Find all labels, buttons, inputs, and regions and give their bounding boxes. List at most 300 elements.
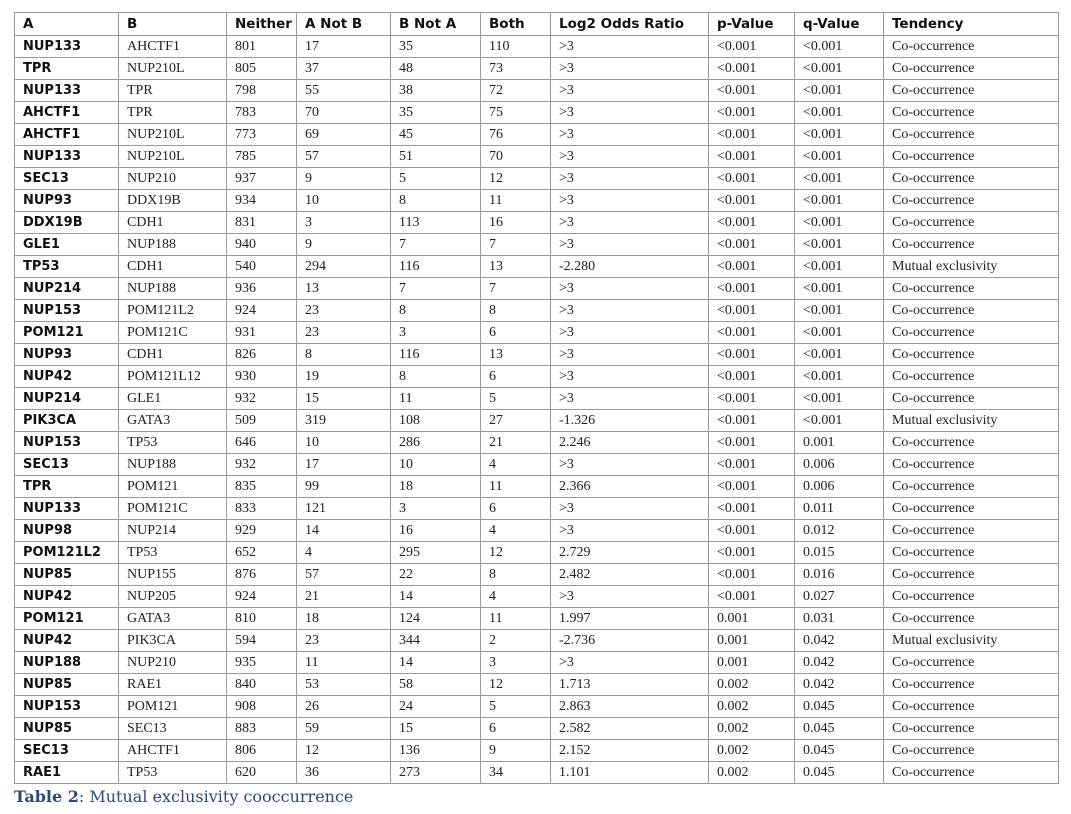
cell-both: 21 bbox=[481, 432, 551, 454]
cell-neither: 801 bbox=[227, 36, 297, 58]
cell-both: 4 bbox=[481, 454, 551, 476]
cell-b-not-a: 7 bbox=[391, 278, 481, 300]
table-row bbox=[15, 696, 1059, 718]
cell-gene-b: RAE1 bbox=[119, 674, 227, 696]
cell-p-value: <0.001 bbox=[709, 102, 795, 124]
cell-gene-b: NUP214 bbox=[119, 520, 227, 542]
cell-tendency: Co-occurrence bbox=[884, 146, 1059, 168]
cell-log2-odds-ratio: 2.582 bbox=[551, 718, 709, 740]
cell-gene-b: GLE1 bbox=[119, 388, 227, 410]
cell-q-value: <0.001 bbox=[795, 212, 884, 234]
header-q-value: q-Value bbox=[795, 13, 884, 36]
cell-tendency: Co-occurrence bbox=[884, 212, 1059, 234]
cell-b-not-a: 344 bbox=[391, 630, 481, 652]
cell-both: 12 bbox=[481, 168, 551, 190]
cell-tendency: Co-occurrence bbox=[884, 102, 1059, 124]
cell-gene-b: NUP210L bbox=[119, 124, 227, 146]
cell-log2-odds-ratio: >3 bbox=[551, 102, 709, 124]
cell-b-not-a: 113 bbox=[391, 212, 481, 234]
cell-tendency: Co-occurrence bbox=[884, 520, 1059, 542]
cell-p-value: 0.001 bbox=[709, 630, 795, 652]
cell-b-not-a: 58 bbox=[391, 674, 481, 696]
cell-tendency: Co-occurrence bbox=[884, 388, 1059, 410]
cell-neither: 798 bbox=[227, 80, 297, 102]
cell-gene-a: NUP93 bbox=[15, 344, 119, 366]
cell-b-not-a: 124 bbox=[391, 608, 481, 630]
cell-log2-odds-ratio: >3 bbox=[551, 80, 709, 102]
cell-gene-a: TP53 bbox=[15, 256, 119, 278]
table-row bbox=[15, 564, 1059, 586]
cell-log2-odds-ratio: >3 bbox=[551, 190, 709, 212]
cell-gene-a: NUP133 bbox=[15, 80, 119, 102]
cell-a-not-b: 15 bbox=[297, 388, 391, 410]
cell-tendency: Co-occurrence bbox=[884, 762, 1059, 784]
cell-both: 72 bbox=[481, 80, 551, 102]
cell-a-not-b: 53 bbox=[297, 674, 391, 696]
cell-tendency: Co-occurrence bbox=[884, 190, 1059, 212]
cell-p-value: <0.001 bbox=[709, 124, 795, 146]
cell-both: 11 bbox=[481, 476, 551, 498]
cell-a-not-b: 9 bbox=[297, 168, 391, 190]
cell-log2-odds-ratio: >3 bbox=[551, 278, 709, 300]
cell-a-not-b: 13 bbox=[297, 278, 391, 300]
cell-gene-b: NUP205 bbox=[119, 586, 227, 608]
cell-q-value: 0.015 bbox=[795, 542, 884, 564]
cell-b-not-a: 116 bbox=[391, 256, 481, 278]
cell-b-not-a: 24 bbox=[391, 696, 481, 718]
cell-p-value: 0.002 bbox=[709, 696, 795, 718]
cell-p-value: <0.001 bbox=[709, 234, 795, 256]
table-row bbox=[15, 630, 1059, 652]
cell-gene-a: NUP214 bbox=[15, 388, 119, 410]
cell-b-not-a: 3 bbox=[391, 498, 481, 520]
cell-neither: 810 bbox=[227, 608, 297, 630]
cell-neither: 883 bbox=[227, 718, 297, 740]
cell-gene-b: POM121C bbox=[119, 322, 227, 344]
cell-p-value: <0.001 bbox=[709, 454, 795, 476]
cell-q-value: 0.045 bbox=[795, 718, 884, 740]
cell-p-value: <0.001 bbox=[709, 344, 795, 366]
cell-neither: 930 bbox=[227, 366, 297, 388]
header-b: B bbox=[119, 13, 227, 36]
cell-q-value: 0.042 bbox=[795, 630, 884, 652]
cell-p-value: 0.002 bbox=[709, 718, 795, 740]
cell-neither: 805 bbox=[227, 58, 297, 80]
cell-a-not-b: 8 bbox=[297, 344, 391, 366]
cell-p-value: <0.001 bbox=[709, 146, 795, 168]
cell-b-not-a: 7 bbox=[391, 234, 481, 256]
cell-gene-a: NUP85 bbox=[15, 564, 119, 586]
cell-b-not-a: 48 bbox=[391, 58, 481, 80]
cell-a-not-b: 23 bbox=[297, 300, 391, 322]
cell-neither: 594 bbox=[227, 630, 297, 652]
cell-gene-a: DDX19B bbox=[15, 212, 119, 234]
cell-log2-odds-ratio: -2.736 bbox=[551, 630, 709, 652]
cell-p-value: <0.001 bbox=[709, 212, 795, 234]
table-body bbox=[15, 36, 1059, 784]
cell-log2-odds-ratio: >3 bbox=[551, 234, 709, 256]
cell-log2-odds-ratio: 1.997 bbox=[551, 608, 709, 630]
cell-neither: 876 bbox=[227, 564, 297, 586]
cell-b-not-a: 5 bbox=[391, 168, 481, 190]
cell-gene-a: NUP42 bbox=[15, 366, 119, 388]
cell-q-value: 0.016 bbox=[795, 564, 884, 586]
cell-neither: 924 bbox=[227, 300, 297, 322]
cell-tendency: Co-occurrence bbox=[884, 80, 1059, 102]
table-row bbox=[15, 454, 1059, 476]
cell-gene-b: TP53 bbox=[119, 432, 227, 454]
table-row bbox=[15, 652, 1059, 674]
cell-gene-b: AHCTF1 bbox=[119, 740, 227, 762]
cell-a-not-b: 319 bbox=[297, 410, 391, 432]
cell-q-value: <0.001 bbox=[795, 322, 884, 344]
cell-both: 2 bbox=[481, 630, 551, 652]
cell-tendency: Co-occurrence bbox=[884, 168, 1059, 190]
cell-p-value: <0.001 bbox=[709, 498, 795, 520]
cell-both: 7 bbox=[481, 278, 551, 300]
table-row bbox=[15, 36, 1059, 58]
cell-gene-b: PIK3CA bbox=[119, 630, 227, 652]
cell-both: 6 bbox=[481, 322, 551, 344]
cell-gene-b: CDH1 bbox=[119, 256, 227, 278]
cell-p-value: <0.001 bbox=[709, 564, 795, 586]
cell-gene-b: CDH1 bbox=[119, 212, 227, 234]
cell-gene-b: POM121L2 bbox=[119, 300, 227, 322]
cell-log2-odds-ratio: >3 bbox=[551, 652, 709, 674]
cell-tendency: Co-occurrence bbox=[884, 124, 1059, 146]
cell-log2-odds-ratio: >3 bbox=[551, 146, 709, 168]
cell-q-value: 0.045 bbox=[795, 762, 884, 784]
cell-b-not-a: 116 bbox=[391, 344, 481, 366]
cell-gene-a: NUP153 bbox=[15, 432, 119, 454]
cell-both: 73 bbox=[481, 58, 551, 80]
cell-b-not-a: 35 bbox=[391, 102, 481, 124]
cell-b-not-a: 51 bbox=[391, 146, 481, 168]
cell-b-not-a: 14 bbox=[391, 652, 481, 674]
cell-gene-a: TPR bbox=[15, 476, 119, 498]
cell-q-value: <0.001 bbox=[795, 58, 884, 80]
cell-neither: 826 bbox=[227, 344, 297, 366]
cell-log2-odds-ratio: 1.713 bbox=[551, 674, 709, 696]
cell-log2-odds-ratio: >3 bbox=[551, 454, 709, 476]
cell-a-not-b: 4 bbox=[297, 542, 391, 564]
cell-b-not-a: 35 bbox=[391, 36, 481, 58]
table-row bbox=[15, 146, 1059, 168]
cell-a-not-b: 17 bbox=[297, 454, 391, 476]
cell-gene-b: NUP188 bbox=[119, 278, 227, 300]
cell-b-not-a: 38 bbox=[391, 80, 481, 102]
cell-gene-a: SEC13 bbox=[15, 168, 119, 190]
cell-p-value: <0.001 bbox=[709, 410, 795, 432]
cell-p-value: <0.001 bbox=[709, 256, 795, 278]
cell-b-not-a: 8 bbox=[391, 190, 481, 212]
cell-q-value: 0.006 bbox=[795, 454, 884, 476]
cell-tendency: Mutual exclusivity bbox=[884, 256, 1059, 278]
cell-p-value: <0.001 bbox=[709, 322, 795, 344]
cell-q-value: 0.012 bbox=[795, 520, 884, 542]
cell-neither: 908 bbox=[227, 696, 297, 718]
cell-a-not-b: 23 bbox=[297, 322, 391, 344]
cell-p-value: <0.001 bbox=[709, 168, 795, 190]
cell-gene-b: POM121C bbox=[119, 498, 227, 520]
cell-b-not-a: 273 bbox=[391, 762, 481, 784]
cell-q-value: 0.045 bbox=[795, 740, 884, 762]
cell-tendency: Mutual exclusivity bbox=[884, 630, 1059, 652]
cell-gene-a: TPR bbox=[15, 58, 119, 80]
header-both: Both bbox=[481, 13, 551, 36]
cell-tendency: Mutual exclusivity bbox=[884, 410, 1059, 432]
cell-p-value: <0.001 bbox=[709, 300, 795, 322]
cell-gene-a: NUP85 bbox=[15, 674, 119, 696]
cell-tendency: Co-occurrence bbox=[884, 234, 1059, 256]
cell-tendency: Co-occurrence bbox=[884, 322, 1059, 344]
cell-gene-a: AHCTF1 bbox=[15, 102, 119, 124]
cell-q-value: <0.001 bbox=[795, 278, 884, 300]
cell-both: 16 bbox=[481, 212, 551, 234]
cell-gene-b: TPR bbox=[119, 102, 227, 124]
cell-both: 70 bbox=[481, 146, 551, 168]
cell-b-not-a: 15 bbox=[391, 718, 481, 740]
cell-p-value: <0.001 bbox=[709, 190, 795, 212]
cell-gene-b: NUP210L bbox=[119, 58, 227, 80]
cell-b-not-a: 286 bbox=[391, 432, 481, 454]
cell-b-not-a: 8 bbox=[391, 300, 481, 322]
cell-both: 4 bbox=[481, 586, 551, 608]
cell-tendency: Co-occurrence bbox=[884, 300, 1059, 322]
cell-neither: 840 bbox=[227, 674, 297, 696]
cell-q-value: <0.001 bbox=[795, 234, 884, 256]
cell-gene-b: DDX19B bbox=[119, 190, 227, 212]
cell-q-value: <0.001 bbox=[795, 80, 884, 102]
cell-neither: 540 bbox=[227, 256, 297, 278]
table-row bbox=[15, 168, 1059, 190]
cell-both: 6 bbox=[481, 498, 551, 520]
cell-both: 5 bbox=[481, 696, 551, 718]
cell-a-not-b: 9 bbox=[297, 234, 391, 256]
cell-neither: 831 bbox=[227, 212, 297, 234]
cell-a-not-b: 10 bbox=[297, 432, 391, 454]
cell-log2-odds-ratio: 2.152 bbox=[551, 740, 709, 762]
cell-p-value: <0.001 bbox=[709, 520, 795, 542]
table-row bbox=[15, 410, 1059, 432]
table-row bbox=[15, 190, 1059, 212]
cell-tendency: Co-occurrence bbox=[884, 674, 1059, 696]
cell-q-value: <0.001 bbox=[795, 410, 884, 432]
table-row bbox=[15, 256, 1059, 278]
cell-neither: 833 bbox=[227, 498, 297, 520]
table-row bbox=[15, 740, 1059, 762]
cell-log2-odds-ratio: >3 bbox=[551, 520, 709, 542]
cell-a-not-b: 11 bbox=[297, 652, 391, 674]
cell-a-not-b: 18 bbox=[297, 608, 391, 630]
document-page bbox=[14, 12, 1058, 807]
cell-q-value: <0.001 bbox=[795, 344, 884, 366]
cell-p-value: <0.001 bbox=[709, 80, 795, 102]
cell-tendency: Co-occurrence bbox=[884, 476, 1059, 498]
cell-log2-odds-ratio: 2.729 bbox=[551, 542, 709, 564]
cell-q-value: <0.001 bbox=[795, 190, 884, 212]
cell-both: 110 bbox=[481, 36, 551, 58]
cell-a-not-b: 14 bbox=[297, 520, 391, 542]
cell-both: 13 bbox=[481, 344, 551, 366]
cell-b-not-a: 8 bbox=[391, 366, 481, 388]
cell-log2-odds-ratio: 2.482 bbox=[551, 564, 709, 586]
header-log2-odds-ratio: Log2 Odds Ratio bbox=[551, 13, 709, 36]
table-row bbox=[15, 542, 1059, 564]
header-p-value: p-Value bbox=[709, 13, 795, 36]
cell-b-not-a: 16 bbox=[391, 520, 481, 542]
cell-tendency: Co-occurrence bbox=[884, 564, 1059, 586]
cell-log2-odds-ratio: >3 bbox=[551, 58, 709, 80]
cell-log2-odds-ratio: 2.246 bbox=[551, 432, 709, 454]
cell-q-value: <0.001 bbox=[795, 388, 884, 410]
table-row bbox=[15, 586, 1059, 608]
cell-neither: 652 bbox=[227, 542, 297, 564]
header-a: A bbox=[15, 13, 119, 36]
cell-gene-a: NUP93 bbox=[15, 190, 119, 212]
table-row bbox=[15, 234, 1059, 256]
cell-log2-odds-ratio: >3 bbox=[551, 36, 709, 58]
cell-p-value: <0.001 bbox=[709, 58, 795, 80]
table-row bbox=[15, 102, 1059, 124]
cell-gene-a: NUP153 bbox=[15, 696, 119, 718]
table-row bbox=[15, 124, 1059, 146]
cell-both: 6 bbox=[481, 718, 551, 740]
table-row bbox=[15, 718, 1059, 740]
cell-neither: 509 bbox=[227, 410, 297, 432]
cell-p-value: 0.002 bbox=[709, 762, 795, 784]
cell-both: 4 bbox=[481, 520, 551, 542]
cell-gene-b: CDH1 bbox=[119, 344, 227, 366]
cell-p-value: <0.001 bbox=[709, 388, 795, 410]
cell-gene-b: GATA3 bbox=[119, 608, 227, 630]
cell-b-not-a: 108 bbox=[391, 410, 481, 432]
cell-neither: 646 bbox=[227, 432, 297, 454]
table-row bbox=[15, 80, 1059, 102]
cell-gene-a: NUP42 bbox=[15, 586, 119, 608]
cell-log2-odds-ratio: >3 bbox=[551, 168, 709, 190]
cell-both: 8 bbox=[481, 564, 551, 586]
cell-neither: 783 bbox=[227, 102, 297, 124]
cell-gene-b: NUP188 bbox=[119, 234, 227, 256]
cell-log2-odds-ratio: 2.366 bbox=[551, 476, 709, 498]
cell-both: 5 bbox=[481, 388, 551, 410]
header-tendency: Tendency bbox=[884, 13, 1059, 36]
cell-p-value: <0.001 bbox=[709, 542, 795, 564]
cell-p-value: <0.001 bbox=[709, 432, 795, 454]
cell-gene-b: TP53 bbox=[119, 762, 227, 784]
cell-q-value: 0.006 bbox=[795, 476, 884, 498]
table-row bbox=[15, 344, 1059, 366]
cell-p-value: 0.001 bbox=[709, 652, 795, 674]
cell-both: 34 bbox=[481, 762, 551, 784]
cell-tendency: Co-occurrence bbox=[884, 608, 1059, 630]
cell-gene-b: NUP155 bbox=[119, 564, 227, 586]
cell-b-not-a: 18 bbox=[391, 476, 481, 498]
cell-neither: 936 bbox=[227, 278, 297, 300]
cell-q-value: <0.001 bbox=[795, 124, 884, 146]
cell-tendency: Co-occurrence bbox=[884, 586, 1059, 608]
cell-q-value: <0.001 bbox=[795, 366, 884, 388]
cell-log2-odds-ratio: 1.101 bbox=[551, 762, 709, 784]
cell-both: 11 bbox=[481, 190, 551, 212]
cell-b-not-a: 22 bbox=[391, 564, 481, 586]
table-row bbox=[15, 58, 1059, 80]
cell-p-value: <0.001 bbox=[709, 476, 795, 498]
cell-both: 3 bbox=[481, 652, 551, 674]
header-b-not-a: B Not A bbox=[391, 13, 481, 36]
cell-tendency: Co-occurrence bbox=[884, 696, 1059, 718]
mutual-exclusivity-table bbox=[14, 12, 1059, 784]
cell-q-value: <0.001 bbox=[795, 146, 884, 168]
cell-neither: 929 bbox=[227, 520, 297, 542]
cell-gene-a: NUP98 bbox=[15, 520, 119, 542]
cell-neither: 931 bbox=[227, 322, 297, 344]
table-row bbox=[15, 366, 1059, 388]
cell-gene-b: NUP210 bbox=[119, 168, 227, 190]
cell-q-value: 0.011 bbox=[795, 498, 884, 520]
table-header-row bbox=[15, 13, 1059, 36]
cell-gene-a: POM121 bbox=[15, 322, 119, 344]
cell-log2-odds-ratio: -1.326 bbox=[551, 410, 709, 432]
cell-log2-odds-ratio: >3 bbox=[551, 124, 709, 146]
cell-b-not-a: 136 bbox=[391, 740, 481, 762]
cell-q-value: 0.042 bbox=[795, 674, 884, 696]
cell-gene-a: NUP153 bbox=[15, 300, 119, 322]
cell-q-value: 0.027 bbox=[795, 586, 884, 608]
cell-a-not-b: 57 bbox=[297, 146, 391, 168]
table-row bbox=[15, 300, 1059, 322]
table-row bbox=[15, 498, 1059, 520]
cell-q-value: 0.042 bbox=[795, 652, 884, 674]
cell-q-value: 0.031 bbox=[795, 608, 884, 630]
table-row bbox=[15, 476, 1059, 498]
cell-tendency: Co-occurrence bbox=[884, 58, 1059, 80]
cell-gene-a: SEC13 bbox=[15, 740, 119, 762]
header-a-not-b: A Not B bbox=[297, 13, 391, 36]
cell-both: 8 bbox=[481, 300, 551, 322]
cell-q-value: 0.001 bbox=[795, 432, 884, 454]
cell-a-not-b: 69 bbox=[297, 124, 391, 146]
cell-log2-odds-ratio: >3 bbox=[551, 212, 709, 234]
cell-both: 6 bbox=[481, 366, 551, 388]
cell-gene-b: TPR bbox=[119, 80, 227, 102]
cell-p-value: 0.001 bbox=[709, 608, 795, 630]
cell-neither: 924 bbox=[227, 586, 297, 608]
cell-both: 12 bbox=[481, 674, 551, 696]
cell-gene-a: NUP188 bbox=[15, 652, 119, 674]
cell-both: 9 bbox=[481, 740, 551, 762]
cell-gene-a: GLE1 bbox=[15, 234, 119, 256]
cell-tendency: Co-occurrence bbox=[884, 740, 1059, 762]
cell-a-not-b: 12 bbox=[297, 740, 391, 762]
cell-log2-odds-ratio: >3 bbox=[551, 322, 709, 344]
cell-both: 76 bbox=[481, 124, 551, 146]
table-row bbox=[15, 608, 1059, 630]
cell-gene-b: GATA3 bbox=[119, 410, 227, 432]
table-row bbox=[15, 762, 1059, 784]
cell-p-value: <0.001 bbox=[709, 278, 795, 300]
table-row bbox=[15, 520, 1059, 542]
cell-log2-odds-ratio: >3 bbox=[551, 586, 709, 608]
table-row bbox=[15, 212, 1059, 234]
cell-a-not-b: 19 bbox=[297, 366, 391, 388]
cell-p-value: 0.002 bbox=[709, 674, 795, 696]
cell-b-not-a: 3 bbox=[391, 322, 481, 344]
caption-label: Table 2 bbox=[14, 787, 79, 806]
cell-b-not-a: 11 bbox=[391, 388, 481, 410]
cell-a-not-b: 121 bbox=[297, 498, 391, 520]
